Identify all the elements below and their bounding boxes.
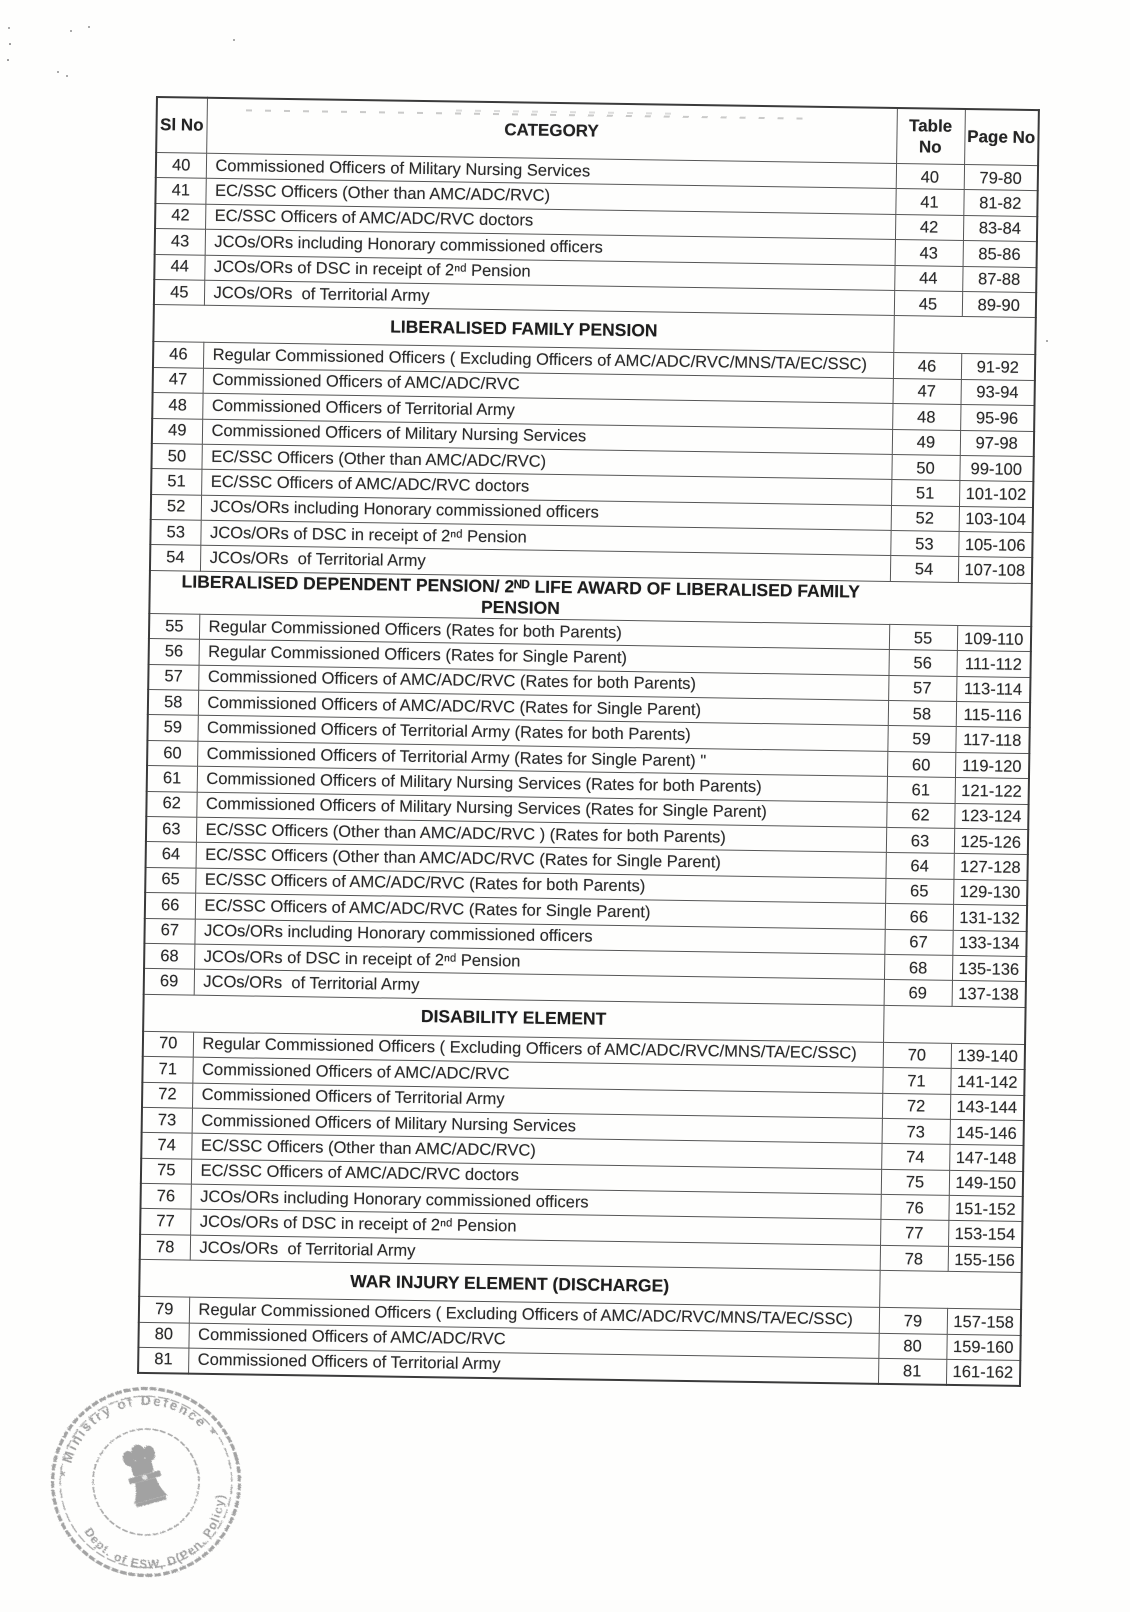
category-cell: Commissioned Officers of Territorial Army <box>192 1083 882 1119</box>
toc-table-body <box>138 153 1038 1386</box>
sl-no-cell: 51 <box>151 469 201 495</box>
category-cell: Commissioned Officers of Territorial Army <box>188 1348 878 1384</box>
section-title: DISABILITY ELEMENT <box>143 994 883 1042</box>
page-no-cell: 151-152 <box>948 1195 1022 1221</box>
page-no-cell: 89-90 <box>962 291 1036 317</box>
table-no-cell: 65 <box>885 878 953 904</box>
sl-no-cell: 73 <box>142 1107 192 1133</box>
table-no-cell: 43 <box>895 240 963 266</box>
category-cell: EC/SSC Officers (Other than AMC/ADC/RVC) <box>205 179 895 215</box>
category-cell: JCOs/ORs of DSC in receipt of 2ⁿᵈ Pension <box>200 520 890 556</box>
page-no-cell: 159-160 <box>946 1334 1020 1360</box>
page-no-cell: 91-92 <box>961 354 1035 380</box>
header-page-no: Page No <box>964 109 1039 166</box>
sl-no-cell: 46 <box>153 342 203 368</box>
page-no-cell: 161-162 <box>946 1359 1020 1385</box>
page-no-cell: 157-158 <box>947 1309 1021 1335</box>
page-no-cell: 81-82 <box>963 190 1037 216</box>
sl-no-cell: 49 <box>152 418 202 444</box>
table-no-cell: 44 <box>894 265 962 291</box>
page-no-cell: 101-102 <box>959 481 1033 507</box>
table-no-cell: 68 <box>884 954 952 980</box>
page-no-cell: 143-144 <box>950 1094 1024 1120</box>
header-sl-no: Sl No <box>156 97 207 153</box>
table-no-cell: 69 <box>884 980 952 1006</box>
ashoka-emblem-icon <box>119 1440 168 1508</box>
page-no-cell: 139-140 <box>951 1043 1025 1069</box>
page-no-cell: 141-142 <box>950 1069 1024 1095</box>
sl-no-cell: 69 <box>144 969 194 995</box>
stamp-top-text: * Ministry of Defence * <box>42 1374 222 1481</box>
table-no-cell: 75 <box>881 1169 949 1195</box>
category-cell: EC/SSC Officers of AMC/ADC/RVC doctors <box>191 1159 881 1195</box>
table-no-cell: 77 <box>880 1220 948 1246</box>
table-no-cell: 48 <box>892 404 960 430</box>
page-no-cell: 121-122 <box>955 778 1029 804</box>
table-no-cell: 80 <box>878 1333 946 1359</box>
category-cell: EC/SSC Officers of AMC/ADC/RVC (Rates for Single Parent) <box>195 893 885 929</box>
table-no-cell: 59 <box>887 726 955 752</box>
sl-no-cell: 41 <box>155 178 205 204</box>
category-cell: JCOs/ORs of Territorial Army <box>204 280 894 316</box>
table-no-cell: 51 <box>891 480 959 506</box>
page-no-cell: 131-132 <box>953 905 1027 931</box>
page-no-cell: 149-150 <box>949 1170 1023 1196</box>
table-no-cell: 46 <box>893 353 961 379</box>
category-cell: EC/SSC Officers (Other than AMC/ADC/RVC) <box>201 444 891 480</box>
table-no-cell: 74 <box>881 1144 949 1170</box>
sl-no-cell: 54 <box>150 545 200 571</box>
category-cell: JCOs/ORs of DSC in receipt of 2ⁿᵈ Pension <box>190 1210 880 1246</box>
sl-no-cell: 65 <box>145 867 195 893</box>
table-no-cell: 49 <box>892 429 960 455</box>
sl-no-cell: 48 <box>152 393 202 419</box>
sl-no-cell: 81 <box>138 1347 188 1373</box>
section-title: LIBERALISED DEPENDENT PENSION/ 2ᴺᴰ LIFE AWARD OF LIBERALISED FAMILY PENSION <box>149 570 1032 626</box>
category-cell: Commissioned Officers of Military Nursing Services <box>192 1108 882 1144</box>
sl-no-cell: 58 <box>148 689 198 715</box>
category-cell: EC/SSC Officers (Other than AMC/ADC/RVC ) (Rates for both Parents) <box>196 817 886 853</box>
page-no-cell: 147-148 <box>949 1145 1023 1171</box>
table-no-cell: 67 <box>884 929 952 955</box>
page-no-cell: 79-80 <box>964 164 1038 190</box>
page-no-cell: 87-88 <box>962 266 1036 292</box>
table-no-cell: 71 <box>882 1067 950 1093</box>
category-cell: Commissioned Officers of Territorial Army <box>202 393 892 429</box>
sl-no-cell: 52 <box>151 494 201 520</box>
scan-speck <box>1046 340 1048 342</box>
page-no-cell: 133-134 <box>952 930 1026 956</box>
page-no-cell: 117-118 <box>955 727 1029 753</box>
sl-no-cell: 71 <box>142 1057 192 1083</box>
category-cell: JCOs/ORs of Territorial Army <box>200 546 890 582</box>
category-cell: Regular Commissioned Officers ( Excluding Officers of AMC/ADC/RVC/MNS/TA/EC/SSC) <box>203 343 893 379</box>
section-title: LIBERALISED FAMILY PENSION <box>153 305 893 353</box>
section-empty-cell <box>879 1271 1022 1310</box>
sl-no-cell: 66 <box>145 893 195 919</box>
category-cell: Commissioned Officers of Territorial Army (Rates for Single Parent) " <box>197 741 887 777</box>
category-cell: Regular Commissioned Officers (Rates for Single Parent) <box>199 639 889 675</box>
toc-table-region <box>137 96 1038 1387</box>
sl-no-cell: 61 <box>147 766 197 792</box>
section-empty-cell <box>883 1005 1026 1044</box>
page-no-cell: 83-84 <box>963 215 1037 241</box>
sl-no-cell: 63 <box>146 816 196 842</box>
category-cell: Commissioned Officers of Military Nursing Services <box>206 153 896 189</box>
table-no-cell: 78 <box>880 1245 948 1271</box>
sl-no-cell: 40 <box>156 153 206 179</box>
table-no-cell: 56 <box>888 650 956 676</box>
category-cell: JCOs/ORs of Territorial Army <box>194 969 884 1005</box>
sl-no-cell: 77 <box>140 1209 190 1235</box>
page-no-cell: 153-154 <box>948 1221 1022 1247</box>
section-empty-cell <box>893 316 1036 355</box>
category-cell: Commissioned Officers of Military Nursing Services <box>202 419 892 455</box>
sl-no-cell: 45 <box>154 279 204 305</box>
sl-no-cell: 60 <box>147 740 197 766</box>
table-no-cell: 64 <box>885 853 953 879</box>
page-no-cell: 95-96 <box>960 405 1034 431</box>
table-no-cell: 47 <box>893 378 961 404</box>
scan-speck <box>88 26 90 28</box>
sl-no-cell: 72 <box>142 1082 192 1108</box>
category-cell: JCOs/ORs including Honorary commissioned officers <box>201 495 891 531</box>
table-no-cell: 58 <box>888 700 956 726</box>
page-no-cell: 119-120 <box>955 752 1029 778</box>
scan-speck <box>57 71 59 73</box>
category-cell: Commissioned Officers of AMC/ADC/RVC <box>192 1057 882 1093</box>
category-cell: Commissioned Officers of Territorial Army (Rates for both Parents) <box>197 716 887 752</box>
header-table-no: Table No <box>896 108 965 165</box>
table-no-cell: 70 <box>883 1042 951 1068</box>
category-cell: JCOs/ORs of DSC in receipt of 2ⁿᵈ Pension <box>194 944 884 980</box>
sl-no-cell: 67 <box>144 918 194 944</box>
category-cell: JCOs/ORs including Honorary commissioned officers <box>190 1184 880 1220</box>
page-no-cell: 105-106 <box>958 532 1032 558</box>
table-no-cell: 60 <box>887 751 955 777</box>
sl-no-cell: 55 <box>149 613 199 639</box>
sl-no-cell: 42 <box>155 203 205 229</box>
sl-no-cell: 62 <box>146 791 196 817</box>
page-no-cell: 107-108 <box>958 557 1032 583</box>
scan-speck <box>8 27 10 29</box>
table-no-cell: 40 <box>896 163 964 189</box>
sl-no-cell: 56 <box>149 639 199 665</box>
table-no-cell: 52 <box>891 505 959 531</box>
sl-no-cell: 76 <box>140 1183 190 1209</box>
category-cell: Commissioned Officers of Military Nursing Services (Rates for both Parents) <box>197 766 887 802</box>
page-no-cell: 113-114 <box>956 676 1030 702</box>
scan-speck <box>66 75 68 77</box>
page-no-cell: 103-104 <box>959 506 1033 532</box>
category-cell: Commissioned Officers of Military Nursing Services (Rates for Single Parent) <box>196 792 886 828</box>
sl-no-cell: 59 <box>147 715 197 741</box>
table-no-cell: 55 <box>889 624 957 650</box>
table-no-cell: 50 <box>891 454 959 480</box>
table-no-cell: 61 <box>887 777 955 803</box>
sl-no-cell: 79 <box>139 1297 189 1323</box>
page-no-cell: 93-94 <box>961 379 1035 405</box>
category-cell: EC/SSC Officers of AMC/ADC/RVC doctors <box>205 204 895 240</box>
category-cell: Regular Commissioned Officers ( Excluding Officers of AMC/ADC/RVC/MNS/TA/EC/SSC) <box>193 1032 883 1068</box>
table-no-cell: 79 <box>879 1308 947 1334</box>
sl-no-cell: 43 <box>155 229 205 255</box>
page-no-cell: 97-98 <box>960 430 1034 456</box>
table-no-cell: 73 <box>882 1118 950 1144</box>
ministry-stamp <box>16 1352 276 1612</box>
category-cell: Regular Commissioned Officers ( Excluding Officers of AMC/ADC/RVC/MNS/TA/EC/SSC) <box>189 1297 879 1333</box>
table-no-cell: 62 <box>886 802 954 828</box>
sl-no-cell: 80 <box>138 1322 188 1348</box>
category-cell: JCOs/ORs of Territorial Army <box>190 1235 880 1271</box>
category-cell: JCOs/ORs including Honorary commissioned officers <box>205 229 895 265</box>
toc-table <box>137 96 1040 1387</box>
page-no-cell: 123-124 <box>954 803 1028 829</box>
table-no-cell: 42 <box>895 214 963 240</box>
category-cell: EC/SSC Officers of AMC/ADC/RVC doctors <box>201 470 891 506</box>
sl-no-cell: 57 <box>148 664 198 690</box>
page-no-cell: 99-100 <box>959 455 1033 481</box>
page-no-cell: 115-116 <box>956 701 1030 727</box>
sl-no-cell: 75 <box>141 1158 191 1184</box>
category-cell: EC/SSC Officers (Other than AMC/ADC/RVC) <box>191 1133 881 1169</box>
table-no-cell: 45 <box>894 290 962 316</box>
sl-no-cell: 44 <box>154 254 204 280</box>
table-no-cell: 76 <box>880 1194 948 1220</box>
sl-no-cell: 47 <box>153 367 203 393</box>
page-no-cell: 85-86 <box>963 241 1037 267</box>
sl-no-cell: 50 <box>151 443 201 469</box>
scan-speck <box>70 30 72 32</box>
category-cell: Regular Commissioned Officers (Rates for both Parents) <box>199 614 889 650</box>
scan-speck <box>7 59 9 61</box>
table-no-cell: 57 <box>888 675 956 701</box>
page-no-cell: 109-110 <box>957 625 1031 651</box>
sl-no-cell: 78 <box>140 1234 190 1260</box>
table-no-cell: 63 <box>886 827 954 853</box>
page-no-cell: 125-126 <box>954 828 1028 854</box>
category-cell: EC/SSC Officers of AMC/ADC/RVC (Rates for both Parents) <box>195 868 885 904</box>
table-no-cell: 41 <box>895 189 963 215</box>
category-cell: Commissioned Officers of AMC/ADC/RVC (Rates for Single Parent) <box>198 690 888 726</box>
table-no-cell: 81 <box>878 1358 946 1384</box>
page-no-cell: 145-146 <box>950 1119 1024 1145</box>
scan-speck <box>233 39 235 41</box>
category-cell: Commissioned Officers of AMC/ADC/RVC <box>203 368 893 404</box>
category-cell: EC/SSC Officers (Other than AMC/ADC/RVC (Rates for Single Parent) <box>196 843 886 879</box>
table-no-cell: 53 <box>890 531 958 557</box>
sl-no-cell: 64 <box>146 842 196 868</box>
table-no-cell: 54 <box>890 556 958 582</box>
sl-no-cell: 70 <box>143 1031 193 1057</box>
category-cell: JCOs/ORs including Honorary commissioned officers <box>194 919 884 955</box>
table-no-cell: 66 <box>885 904 953 930</box>
page-no-cell: 135-136 <box>952 955 1026 981</box>
category-cell: Commissioned Officers of AMC/ADC/RVC (Rates for both Parents) <box>198 665 888 701</box>
section-title: WAR INJURY ELEMENT (DISCHARGE) <box>139 1260 879 1308</box>
page-no-cell: 129-130 <box>953 879 1027 905</box>
category-cell: JCOs/ORs of DSC in receipt of 2ⁿᵈ Pension <box>204 255 894 291</box>
scan-speck <box>9 43 11 45</box>
header-category: CATEGORY <box>206 98 897 164</box>
stamp-bottom-text: Dept. of ESW, D(Pen. Policy) <box>80 1490 242 1589</box>
table-no-cell: 72 <box>882 1093 950 1119</box>
page-no-cell: 111-112 <box>956 651 1030 677</box>
page-no-cell: 137-138 <box>952 981 1026 1007</box>
page-no-cell: 155-156 <box>948 1246 1022 1272</box>
sl-no-cell: 68 <box>144 943 194 969</box>
page-no-cell: 127-128 <box>953 854 1027 880</box>
sl-no-cell: 53 <box>150 520 200 546</box>
sl-no-cell: 74 <box>141 1133 191 1159</box>
category-cell: Commissioned Officers of AMC/ADC/RVC <box>188 1323 878 1359</box>
